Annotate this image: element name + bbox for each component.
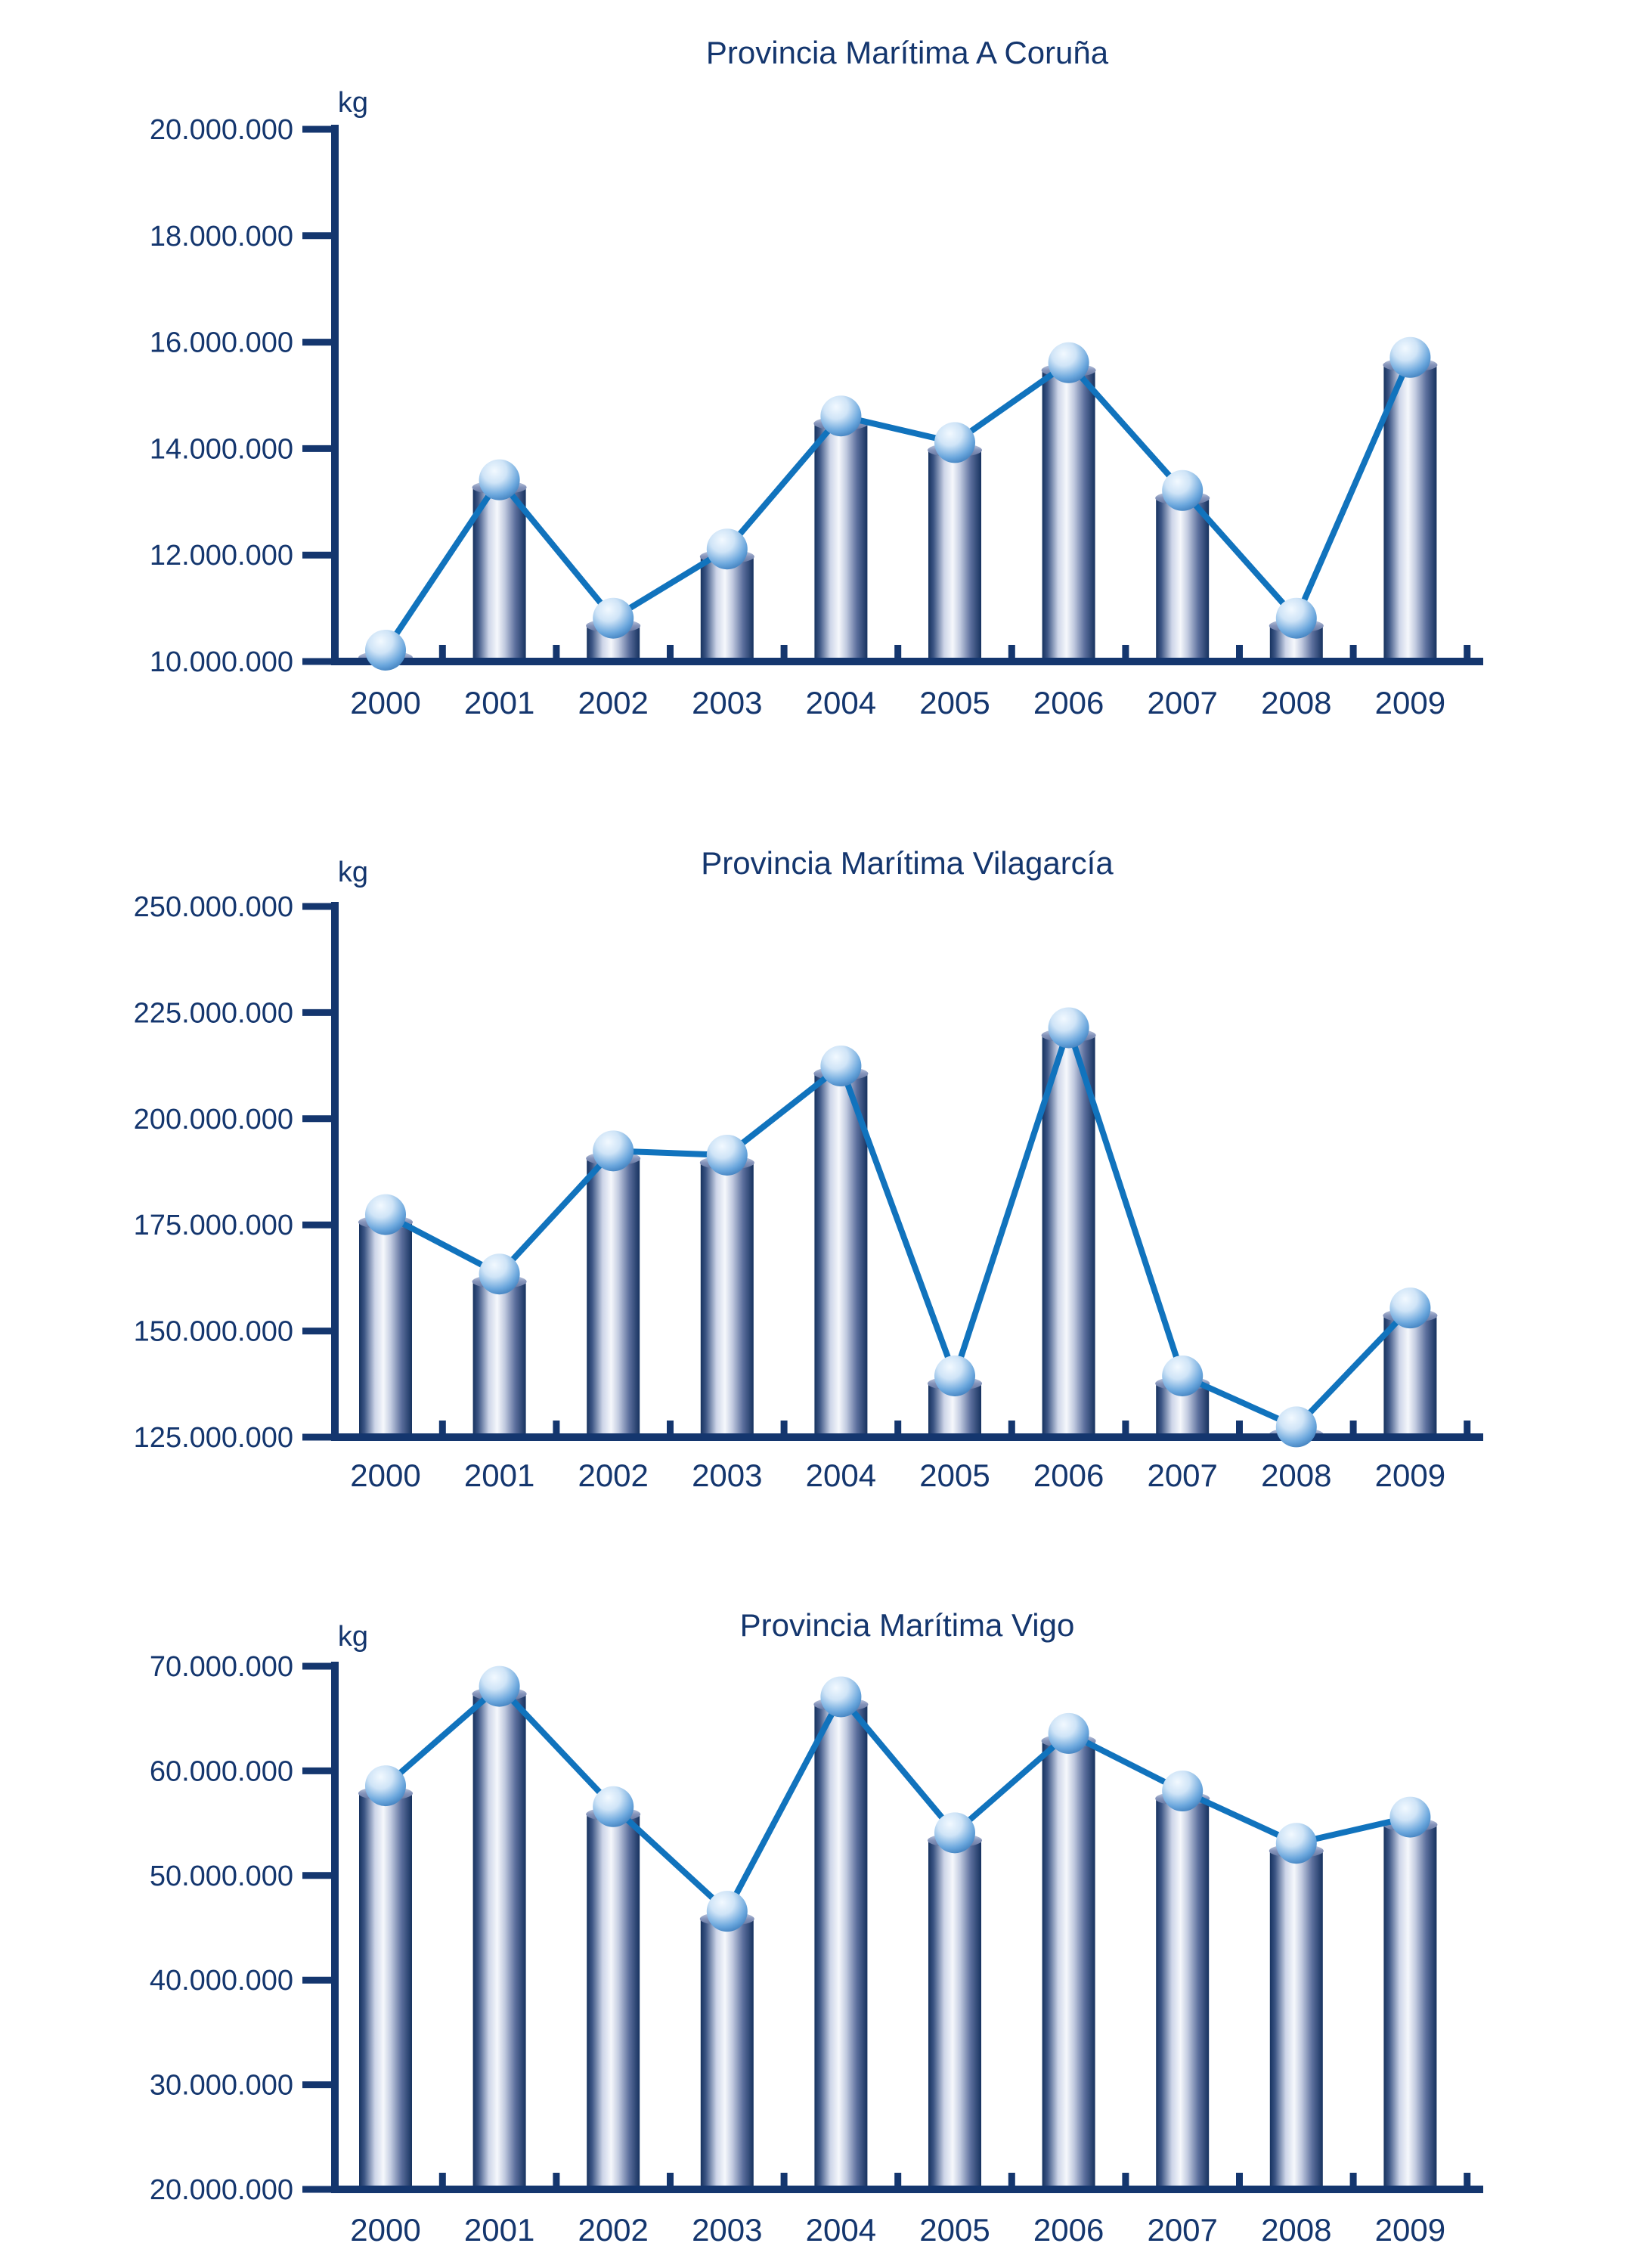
plot-area-vilagarcia: [134, 891, 1483, 1493]
marker-2003: [707, 1891, 748, 1932]
marker-2008: [1276, 1823, 1317, 1864]
year-label-2007: 2007: [1147, 1458, 1218, 1493]
bar-2002: [587, 1157, 640, 1437]
y-tick-label: 20.000.000: [149, 114, 293, 146]
bar-2006: [1042, 369, 1095, 662]
year-label-2001: 2001: [463, 685, 535, 720]
y-tick-label: 175.000.000: [133, 1210, 293, 1242]
y-tick-label: 150.000.000: [133, 1315, 293, 1348]
marker-2001: [479, 460, 520, 500]
year-label-2009: 2009: [1374, 2212, 1446, 2248]
y-tick-label: 60.000.000: [149, 1755, 293, 1788]
trend-line: [386, 1027, 1410, 1427]
chart-canvas-vigo: [0, 1557, 1645, 2268]
bar-2003: [701, 1917, 754, 2189]
marker-2002: [593, 1130, 634, 1171]
y-tick-label: 200.000.000: [133, 1103, 293, 1136]
marker-2004: [820, 1046, 861, 1086]
marker-2001: [479, 1666, 520, 1707]
y-tick-label: 40.000.000: [149, 1965, 293, 1997]
marker-2009: [1389, 1287, 1430, 1328]
marker-2003: [707, 1135, 748, 1176]
bar-2004: [814, 1703, 867, 2189]
marker-2001: [479, 1253, 520, 1294]
marker-2006: [1049, 1713, 1089, 1754]
chart-title: Provincia Marítima A Coruña: [705, 35, 1109, 70]
bar-2004: [814, 422, 867, 662]
marker-2002: [593, 598, 634, 639]
bar-2009: [1383, 1314, 1436, 1437]
bar-2001: [473, 1693, 526, 2189]
marker-2007: [1162, 470, 1203, 511]
plot-area-vigo: [150, 1651, 1483, 2248]
bar-2006: [1042, 1033, 1095, 1437]
year-label-2006: 2006: [1033, 2212, 1104, 2248]
marker-2005: [934, 1356, 975, 1396]
marker-2003: [707, 528, 748, 569]
y-tick-label: 70.000.000: [149, 1651, 293, 1683]
year-label-2003: 2003: [692, 685, 763, 720]
year-label-2005: 2005: [919, 685, 990, 720]
y-tick-label: 125.000.000: [133, 1422, 293, 1454]
bar-2009: [1383, 1823, 1436, 2189]
y-tick-label: 225.000.000: [133, 997, 293, 1030]
marker-2009: [1389, 337, 1430, 378]
marker-2008: [1276, 1406, 1317, 1447]
y-tick-label: 16.000.000: [149, 327, 293, 359]
year-label-2005: 2005: [919, 2212, 990, 2248]
y-tick-label: 12.000.000: [149, 540, 293, 572]
chart-section-a-coruna: [0, 0, 1645, 756]
marker-2004: [820, 395, 861, 436]
chart-canvas-a-coruna: [0, 0, 1645, 756]
bar-2007: [1156, 1797, 1209, 2189]
year-label-2000: 2000: [350, 1458, 421, 1493]
year-label-2004: 2004: [805, 1458, 877, 1493]
bar-2000: [359, 1792, 412, 2189]
y-tick-label: 10.000.000: [149, 646, 293, 678]
marker-2000: [365, 1194, 406, 1235]
marker-2004: [820, 1676, 861, 1717]
year-label-2002: 2002: [578, 2212, 649, 2248]
bar-2002: [587, 1813, 640, 2189]
year-label-2001: 2001: [463, 1458, 535, 1493]
chart-title: Provincia Marítima Vilagarcía: [701, 845, 1114, 881]
marker-2006: [1049, 1007, 1089, 1048]
bar-2006: [1042, 1740, 1095, 2189]
year-label-2008: 2008: [1261, 1458, 1332, 1493]
marker-2006: [1049, 342, 1089, 383]
bar-2005: [928, 448, 981, 662]
bar-2000: [359, 1221, 412, 1437]
year-label-2009: 2009: [1374, 1458, 1446, 1493]
y-tick-label: 20.000.000: [149, 2174, 293, 2206]
bar-2003: [701, 555, 754, 662]
marker-2000: [365, 1765, 406, 1806]
bar-2003: [701, 1161, 754, 1437]
year-label-2008: 2008: [1261, 685, 1332, 720]
y-axis-unit-label: kg: [337, 87, 369, 119]
year-label-2004: 2004: [805, 2212, 877, 2248]
marker-2005: [934, 1812, 975, 1853]
year-label-2006: 2006: [1033, 685, 1104, 720]
y-tick-label: 50.000.000: [149, 1860, 293, 1892]
marker-2005: [934, 422, 975, 463]
year-label-2009: 2009: [1374, 685, 1446, 720]
year-label-2008: 2008: [1261, 2212, 1332, 2248]
chart-title: Provincia Marítima Vigo: [739, 1607, 1075, 1643]
marker-2007: [1162, 1356, 1203, 1396]
y-tick-label: 250.000.000: [133, 891, 293, 923]
year-label-2003: 2003: [692, 1458, 763, 1493]
year-label-2002: 2002: [578, 685, 649, 720]
marker-2002: [593, 1786, 634, 1827]
y-tick-label: 30.000.000: [149, 2069, 293, 2102]
y-axis-unit-label: kg: [337, 1621, 369, 1653]
bar-2004: [814, 1072, 867, 1437]
marker-2007: [1162, 1771, 1203, 1811]
bar-2007: [1156, 497, 1209, 662]
year-label-2000: 2000: [350, 2212, 421, 2248]
year-label-2001: 2001: [463, 2212, 535, 2248]
year-label-2002: 2002: [578, 1458, 649, 1493]
year-label-2003: 2003: [692, 2212, 763, 2248]
plot-area-a-coruna: [150, 114, 1483, 720]
y-axis-unit-label: kg: [337, 857, 369, 888]
chart-canvas-vilagarcia: [0, 809, 1645, 1527]
bar-2008: [1270, 1849, 1323, 2189]
marker-2009: [1389, 1797, 1430, 1838]
trend-line: [386, 1687, 1410, 1912]
y-tick-label: 18.000.000: [149, 220, 293, 253]
year-label-2006: 2006: [1033, 1458, 1104, 1493]
bar-2009: [1383, 364, 1436, 662]
marker-2008: [1276, 598, 1317, 639]
year-label-2005: 2005: [919, 1458, 990, 1493]
chart-section-vigo: [0, 1557, 1645, 2268]
year-label-2007: 2007: [1147, 685, 1218, 720]
year-label-2007: 2007: [1147, 2212, 1218, 2248]
year-label-2000: 2000: [350, 685, 421, 720]
y-tick-label: 14.000.000: [149, 433, 293, 466]
trend-line: [386, 358, 1410, 650]
marker-2000: [365, 630, 406, 671]
chart-section-vilagarcia: [0, 809, 1645, 1527]
bar-2001: [473, 1280, 526, 1437]
year-label-2004: 2004: [805, 685, 877, 720]
bar-2005: [928, 1839, 981, 2189]
